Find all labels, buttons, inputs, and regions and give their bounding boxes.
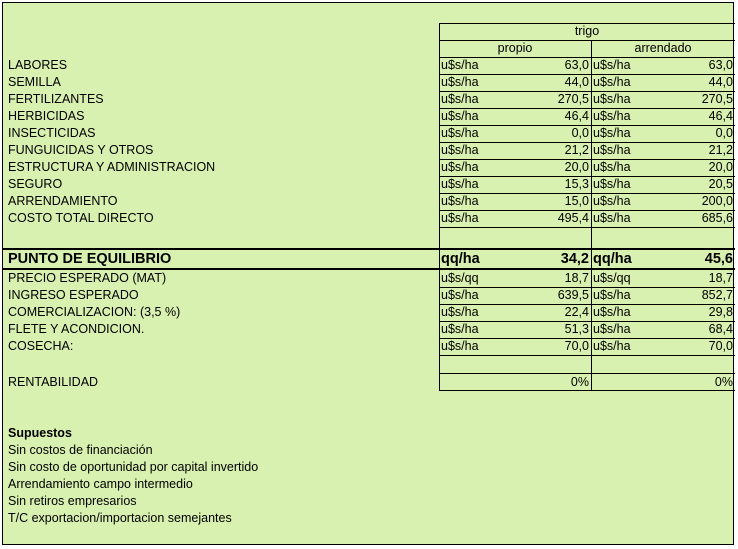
value-arrendado: 70,0	[708, 339, 733, 353]
value-arrendado: 685,6	[701, 211, 733, 225]
rentabilidad-propio: 0%	[570, 375, 589, 389]
row-line	[439, 355, 735, 356]
value-propio: 20,0	[564, 160, 589, 174]
value-propio: 15,3	[564, 177, 589, 191]
value-arrendado: 68,4	[708, 322, 733, 336]
rentabilidad-arrendado: 0%	[714, 375, 733, 389]
row-label: HERBICIDAS	[8, 109, 85, 123]
row-label: ARRENDAMIENTO	[8, 194, 118, 208]
unit-arrendado: u$s/ha	[593, 75, 631, 89]
col-propio-header: propio	[497, 41, 533, 55]
equilibrium-value-propio: 34,2	[560, 251, 589, 267]
value-propio: 0,0	[571, 126, 589, 140]
row-label: SEMILLA	[8, 75, 61, 89]
value-arrendado: 18,7	[708, 271, 733, 285]
row-label: FLETE Y ACONDICION.	[8, 322, 145, 336]
unit-arrendado: u$s/ha	[593, 143, 631, 157]
value-propio: 46,4	[564, 109, 589, 123]
supuestos-title: Supuestos	[8, 426, 72, 440]
value-propio: 44,0	[564, 75, 589, 89]
unit-arrendado: u$s/ha	[593, 339, 631, 353]
unit-propio: u$s/ha	[441, 305, 479, 319]
row-label: COMERCIALIZACION: (3,5 %)	[8, 305, 181, 319]
row-label: INSECTICIDAS	[8, 126, 96, 140]
unit-arrendado: u$s/ha	[593, 109, 631, 123]
unit-arrendado: u$s/ha	[593, 58, 631, 72]
col-line-left	[439, 23, 440, 390]
unit-propio: u$s/ha	[441, 194, 479, 208]
value-arrendado: 270,5	[701, 92, 733, 106]
value-arrendado: 20,0	[708, 160, 733, 174]
unit-propio: u$s/qq	[441, 271, 479, 285]
unit-arrendado: u$s/ha	[593, 177, 631, 191]
equilibrium-value-arrendado: 45,6	[704, 251, 733, 267]
unit-propio: u$s/ha	[441, 92, 479, 106]
value-arrendado: 200,0	[701, 194, 733, 208]
value-propio: 18,7	[564, 271, 589, 285]
crop-header: trigo	[574, 24, 600, 38]
unit-propio: u$s/ha	[441, 58, 479, 72]
unit-arrendado: u$s/ha	[593, 322, 631, 336]
value-propio: 15,0	[564, 194, 589, 208]
value-propio: 21,2	[564, 143, 589, 157]
row-label: FERTILIZANTES	[8, 92, 104, 106]
row-label: COSTO TOTAL DIRECTO	[8, 211, 154, 225]
equilibrium-top-line	[3, 248, 735, 250]
unit-arrendado: u$s/ha	[593, 92, 631, 106]
value-propio: 51,3	[564, 322, 589, 336]
supuesto-item: Sin costo de oportunidad por capital invertido	[8, 460, 259, 474]
row-label: LABORES	[8, 58, 68, 72]
unit-propio: u$s/ha	[441, 126, 479, 140]
supuesto-item: Sin costos de financiación	[8, 443, 153, 457]
unit-arrendado: u$s/ha	[593, 288, 631, 302]
row-label: SEGURO	[8, 177, 63, 191]
unit-propio: u$s/ha	[441, 160, 479, 174]
row-label: INGRESO ESPERADO	[8, 288, 139, 302]
value-propio: 63,0	[564, 58, 589, 72]
unit-arrendado: u$s/ha	[593, 160, 631, 174]
unit-arrendado: u$s/qq	[593, 271, 631, 285]
unit-propio: u$s/ha	[441, 143, 479, 157]
equilibrium-unit-arrendado: qq/ha	[593, 251, 632, 267]
value-arrendado: 29,8	[708, 305, 733, 319]
supuesto-item: T/C exportacion/importacion semejantes	[8, 511, 232, 525]
value-arrendado: 20,5	[708, 177, 733, 191]
unit-propio: u$s/ha	[441, 322, 479, 336]
rentabilidad-label: RENTABILIDAD	[8, 375, 99, 389]
equilibrium-unit-propio: qq/ha	[441, 251, 480, 267]
col-arrendado-header: arrendado	[634, 41, 692, 55]
value-arrendado: 0,0	[715, 126, 733, 140]
row-label: FUNGUICIDAS Y OTROS	[8, 143, 154, 157]
row-label: COSECHA:	[8, 339, 74, 353]
unit-propio: u$s/ha	[441, 177, 479, 191]
value-arrendado: 21,2	[708, 143, 733, 157]
unit-propio: u$s/ha	[441, 211, 479, 225]
unit-propio: u$s/ha	[441, 339, 479, 353]
unit-propio: u$s/ha	[441, 75, 479, 89]
row-label: PRECIO ESPERADO (MAT)	[8, 271, 167, 285]
value-propio: 70,0	[564, 339, 589, 353]
row-line	[439, 227, 735, 228]
value-propio: 270,5	[557, 92, 589, 106]
supuesto-item: Sin retiros empresarios	[8, 494, 137, 508]
rent-bottom-line	[439, 390, 735, 391]
value-propio: 22,4	[564, 305, 589, 319]
unit-arrendado: u$s/ha	[593, 194, 631, 208]
value-propio: 495,4	[557, 211, 589, 225]
unit-arrendado: u$s/ha	[593, 211, 631, 225]
unit-arrendado: u$s/ha	[593, 305, 631, 319]
equilibrium-label: PUNTO DE EQUILIBRIO	[8, 251, 172, 267]
unit-arrendado: u$s/ha	[593, 126, 631, 140]
unit-propio: u$s/ha	[441, 109, 479, 123]
unit-propio: u$s/ha	[441, 288, 479, 302]
value-arrendado: 44,0	[708, 75, 733, 89]
spreadsheet	[2, 2, 734, 545]
row-label: ESTRUCTURA Y ADMINISTRACION	[8, 160, 216, 174]
value-arrendado: 46,4	[708, 109, 733, 123]
value-arrendado: 852,7	[701, 288, 733, 302]
value-propio: 639,5	[557, 288, 589, 302]
value-arrendado: 63,0	[708, 58, 733, 72]
supuesto-item: Arrendamiento campo intermedio	[8, 477, 193, 491]
